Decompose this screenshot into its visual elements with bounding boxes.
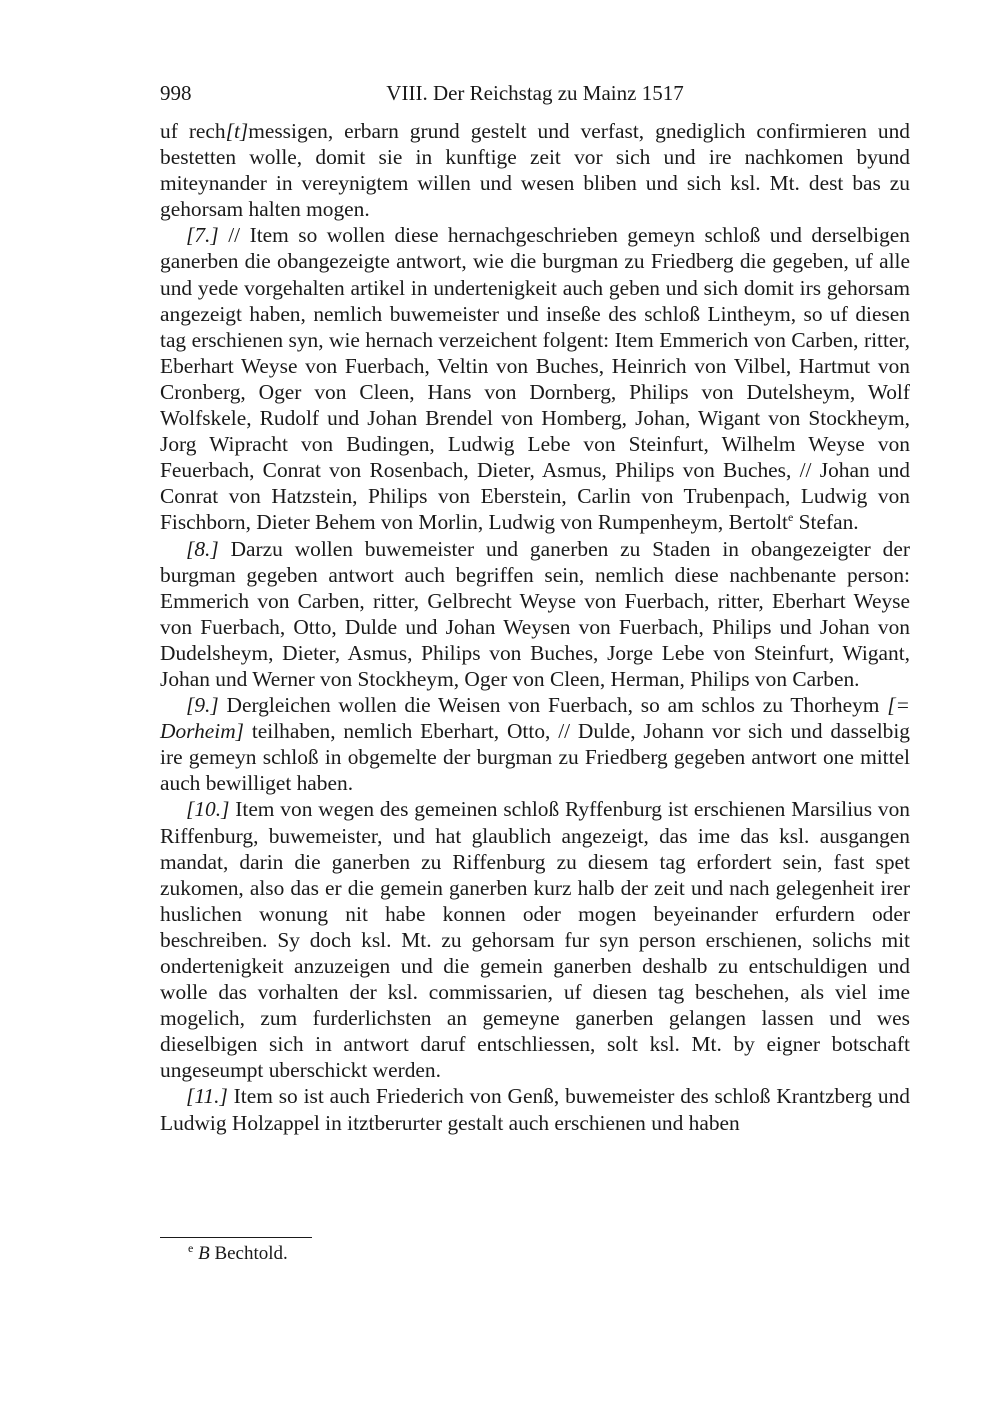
paragraph-continuation: uf rech[t]messigen, erbarn grund gestelt und verfast, gnediglich confirmieren und bestetten wolle, domit sie in kunftige zeit vor sich und ire nachkomen byund miteynander in vereynigtem willen und wesen bliben und sich ksl. Mt. dest bas zu gehorsam halten mogen. xyxy=(160,119,910,222)
footnote-marker: e xyxy=(787,510,794,525)
footnote-e xyxy=(188,1241,288,1267)
editorial-note: [= Dorheim] xyxy=(160,693,910,744)
footnote-mark: e xyxy=(188,1241,194,1255)
paragraph-10: [10.] Item von wegen des gemeinen schloß Ryffenburg ist erschienen Marsilius von Riffenburg, buwemeister, und hat glaublich angezeigt, das ime das ksl. ausgangen mandat, darin die ganerben zu Riffenburg zu diesem tag erfordert sein, fast spet zukomen, also das er die gemein ganerben kurz halb der zeit und nach gelegenheit irer huslichen wonung nit habe konnen oder mogen beyeinander erfurdern oder beschreiben. Sy doch ksl. Mt. zu gehorsam fur syn person erschienen, solichs mit ondertenigkeit anzuzeigen und die gemein ganerben deshalb zu entschuldigen und wolle das vorhalten der ksl. commissarien, uf diesen tag beschehen, als viel ime mogelich, zum furderlichsten an gemeyne ganerben gelangen lassen und wes dieselbigen sich in antwort daruf entschliessen, solt ksl. Mt. by eigner botschaft ungeseumpt uberschickt werden. xyxy=(160,797,910,1083)
paragraph-8: [8.] Darzu wollen buwemeister und ganerben zu Staden in obangezeigter der burgman gegeben antwort auch begriffen sein, nemlich diese nachbenante person: Emmerich von Carben, ritter, Gelbrecht Weyse von Fuerbach, ritter, Eberhart Weyse von Fuerbach, Otto, Dulde und Johan Weysen von Fuerbach, Philips und Johan von Dudelsheym, Dieter, Asmus, Philips von Buches, Jorge Lebe von Steinfurt, Wigant, Johan und Werner von Stockheym, Oger von Cleen, Herman, Philips von Carben. xyxy=(160,536,910,691)
paragraph-number: [8.] xyxy=(186,536,219,561)
running-title: VIII. Der Reichstag zu Mainz 1517 xyxy=(386,81,684,105)
paragraph-9: [9.] Dergleichen wollen die Weisen von Fuerbach, so am schlos zu Thorheym [= Dorheim] teilhaben, nemlich Eberhart, Otto, // Dulde, Johann vor sich und dasselbig ire gemeyn schloß in obgemelte der burgman zu Friedberg gegeben antwort one mittel auch bewilliget haben. xyxy=(160,693,910,796)
paragraph-number: [10.] xyxy=(186,797,230,822)
footnote-text: Bechtold. xyxy=(209,1243,288,1264)
footnote-rule xyxy=(160,1237,312,1238)
paragraph-11: [11.] Item so ist auch Friederich von Genß, buwemeister des schloß Krantzberg und Ludwig Holzappel in itztberurter gestalt auch erschienen und haben xyxy=(160,1084,911,1135)
paragraph-7: [7.] // Item so wollen diese hernachgeschrieben gemeyn schloß und derselbigen ganerben die obangezeigte antwort, wie die burgman zu Friedberg die gegeben, uf alle und yede vorgehalten artikel in undertenigkeit auch geben und sich domit irs gehorsam angezeigt haben, nemlich buwemeister und inseße des schloß Lintheym, so uf diesen tag erschienen syn, wie hernach verzeichent folgent: Item Emmerich von Carben, ritter, Eberhart Weyse von Fuerbach, Veltin von Buches, Heinrich von Vilbel, Hartmut von Cronberg, Oger von Cleen, Hans von Dornberg, Philips von Dutelsheym, Wolf Wolfskele, Rudolf und Johan Brendel von Homberg, Johan, Wigant von Stockheym, Jorg Wipracht von Budingen, Ludwig Lebe von Steinfurt, Wilhelm Weyse von Feuerbach, Conrat von Rosenbach, Dieter, Asmus, Philips von Buches, // Johan und Conrat von Hatzstein, Philips von Eberstein, Carlin von Trubenpach, Ludwig von Fischborn, Dieter Behem von Morlin, Ludwig von Rumpenheym, Bertolt$^e$ Stefan. xyxy=(160,223,910,535)
page-number: 998 xyxy=(160,81,192,105)
paragraph-number: [9.] xyxy=(186,693,219,718)
footnote-siglum: B xyxy=(198,1243,210,1264)
paragraph-number: [11.] xyxy=(186,1084,228,1109)
main-text xyxy=(160,118,910,1136)
paragraph-number: [7.] xyxy=(186,223,219,248)
editorial-insertion: [t] xyxy=(225,119,249,143)
running-head xyxy=(160,78,910,108)
